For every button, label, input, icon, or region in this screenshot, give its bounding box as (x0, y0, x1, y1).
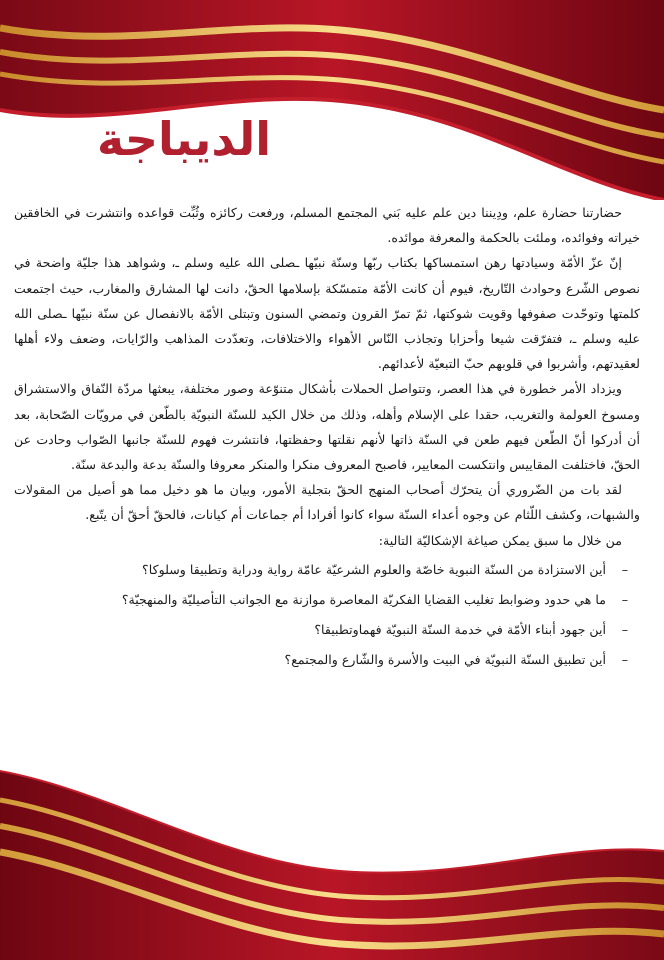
list-dash: – (621, 561, 628, 577)
paragraph-5: من خلال ما سبق يمكن صياغة الإشكاليّة التالية: (378, 532, 622, 548)
page-title: الديباجة (97, 112, 271, 166)
question-list (14, 555, 640, 675)
paragraph-2: إنّ عزّ الأمّة وسيادتها رهن استمساكها بكتاب ربّها وسنّة نبيّها ـصلى الله عليه وسلم ـ، وشواهد هذا جليّة واضحة في نصوص الشّرع وحوادث التّاريخ، فيوم أن كانت الأمّة متمسّكة بإسلامها الحقّ، دانت لها المشارق والمغارب، حيث اجتمعت كلمتها وتوحّدت صفوفها وقويت شوكتها، ثمّ تمرّ القرون وتمضي السنون وتبتلى الأمّة بالانفصال عن سنّة نبيّها ـصلى الله عليه وسلم ـ، فتفرّقت شيعا وأحزابا وتجاذب النّاس الأهواء والاختلافات، وتعدّدت المذاهب والرّايات، وضعف ولاء أهلها لعقيدتهم، وأشربوا في قلوبهم حبّ التبعيّة لأعدائهم. (14, 255, 640, 372)
list-dash: – (621, 621, 628, 637)
list-dash: – (621, 591, 628, 607)
paragraph-4: لقد بات من الضّروري أن يتحرّك أصحاب المنهج الحقّ بتجلية الأمور، وبيان ما هو دخيل مما هو أصيل من المقولات والشبهات، وكشف اللّثام عن وجوه أعداء السنّة سواء كانوا أفرادا أم جماعات أم كيانات، فالحقّ أحقّ أن يتّبع. (14, 482, 640, 523)
bottom-ribbon-decoration (0, 730, 664, 960)
body-text (14, 200, 640, 675)
top-ribbon-decoration (0, 0, 664, 200)
question-item: – أين تطبيق السنّة النبويّة في البيت والأسرة والشّارع والمجتمع؟ (14, 645, 628, 675)
paragraph-3: ويزداد الأمر خطورة في هذا العصر، وتتواصل الحملات بأشكال متنوّعة وصور مختلفة، يبعثها مردّة النّفاق والاستشراق ومسوخ العولمة والتغريب، حقدا على الإسلام وأهله، وذلك من خلال الكيد للسنّة النبويّة بالطّعن في مرويّات الصّحابة، بعد أن أدركوا أنّ الطّعن فيهم طعن في السنّة ذاتها لأنهم نقلتها وحفظتها، فانتشرت فهوم للسنّة جانبها الصّواب وحادت عن الحقّ، فاختلفت المقاييس وانتكست المعايير، فاصبح المعروف منكرا والمنكر معروفا والسنّة بدعة والبدعة سنّة. (14, 381, 640, 473)
question-item: – أين جهود أبناء الأمّة في خدمة السنّة النبويّة فهماوتطبيقا؟ (14, 615, 628, 645)
list-dash: – (621, 651, 628, 667)
question-item: – أين الاستزادة من السنّة النبوية خاصّة والعلوم الشرعيّة عامّة رواية ودراية وتطبيقا وسلوكا؟ (14, 555, 628, 585)
paragraph-1: حضارتنا حضارة علم، ودِيننا دين علم عليه بَني المجتمع المسلم، ورفعت ركائزه وثُبِّت قواعده وانتشرت في الخافقين خيراته وفوائده، وملئت بالحكمة والمعرفة موائده. (14, 205, 640, 246)
question-item: – ما هي حدود وضوابط تغليب القضايا الفكريّة المعاصرة موازنة مع الجوانب التأصيليّة والمنهجيّة؟ (14, 585, 628, 615)
